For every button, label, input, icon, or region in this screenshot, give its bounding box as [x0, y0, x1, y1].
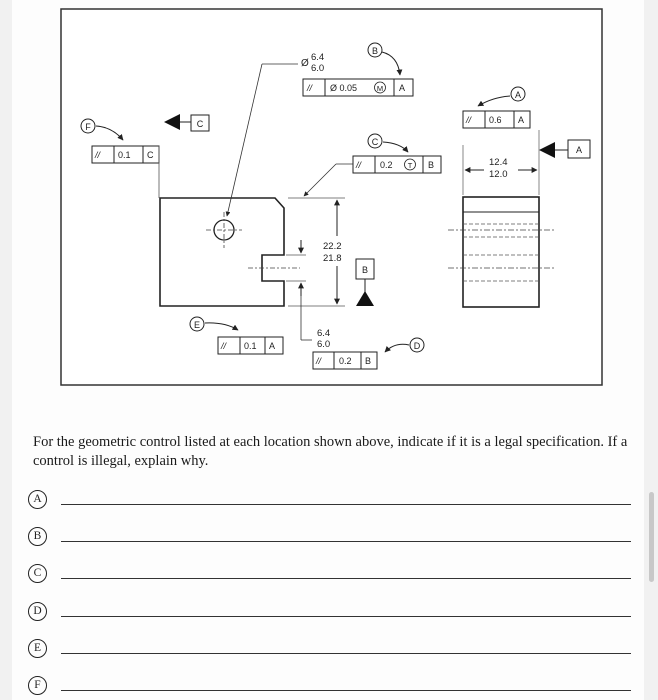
- svg-text:0.2: 0.2: [380, 160, 393, 170]
- svg-text:0.6: 0.6: [489, 115, 502, 125]
- question-text: For the geometric control listed at each location shown above, indicate if it is a legal specification. If a control is illegal, explain why.: [33, 434, 628, 469]
- answer-line-c[interactable]: [61, 578, 631, 579]
- fcf-e: [218, 337, 283, 354]
- svg-text:A: A: [514, 90, 522, 100]
- svg-text:B: B: [361, 265, 369, 275]
- svg-text:B: B: [428, 160, 435, 170]
- svg-text:D: D: [413, 341, 421, 351]
- answer-row-f: [28, 676, 638, 696]
- svg-text:0.1: 0.1: [118, 150, 131, 160]
- answer-label-b: B: [28, 527, 47, 546]
- height-lower: 21.8: [323, 253, 342, 264]
- svg-text://: //: [221, 341, 227, 351]
- answer-label-d: D: [28, 602, 47, 621]
- fcf-d: [313, 352, 377, 369]
- svg-text://: //: [466, 115, 472, 125]
- answer-line-f[interactable]: [61, 690, 631, 691]
- fcf-c: [353, 156, 441, 173]
- svg-text:C: C: [196, 119, 204, 129]
- svg-text:B: B: [371, 46, 379, 56]
- svg-text:T: T: [407, 161, 413, 170]
- answer-row-a: [28, 490, 638, 510]
- answer-row-e: [28, 639, 638, 659]
- answer-line-d[interactable]: [61, 616, 631, 617]
- svg-text://: //: [307, 83, 313, 93]
- svg-text:0.1: 0.1: [244, 341, 257, 351]
- svg-text:C: C: [147, 150, 154, 160]
- svg-text:A: A: [518, 115, 525, 125]
- svg-text:A: A: [269, 341, 276, 351]
- svg-text:A: A: [399, 83, 406, 93]
- answer-label-a: A: [28, 490, 47, 509]
- part-side-view: [463, 197, 539, 307]
- scrollbar[interactable]: [649, 492, 654, 582]
- answer-row-c: [28, 564, 638, 584]
- fcf-b: [303, 79, 413, 96]
- answer-row-b: [28, 527, 638, 547]
- svg-text://: //: [95, 150, 101, 160]
- svg-text:C: C: [371, 137, 379, 147]
- dia-lower: 6.0: [311, 63, 325, 74]
- slot-upper: 6.4: [317, 328, 331, 339]
- svg-text:F: F: [85, 122, 91, 132]
- answer-label-e: E: [28, 639, 47, 658]
- height-upper: 22.2: [323, 241, 342, 252]
- answer-line-a[interactable]: [61, 504, 631, 505]
- answer-label-c: C: [28, 564, 47, 583]
- svg-text:E: E: [193, 320, 201, 330]
- svg-text://: //: [316, 356, 322, 366]
- answer-line-e[interactable]: [61, 653, 631, 654]
- slot-lower: 6.0: [317, 339, 331, 350]
- svg-text:0.2: 0.2: [339, 356, 352, 366]
- svg-text:Ø 0.05: Ø 0.05: [330, 83, 358, 93]
- fcf-a: [463, 111, 530, 128]
- diameter-symbol: Ø: [301, 58, 309, 69]
- dia-upper: 6.4: [311, 52, 325, 63]
- width-upper: 12.4: [489, 157, 508, 168]
- svg-text:A: A: [575, 145, 583, 155]
- answer-row-d: [28, 602, 638, 622]
- svg-text:M: M: [376, 84, 384, 93]
- svg-text://: //: [356, 160, 362, 170]
- answer-label-f: F: [28, 676, 47, 695]
- width-lower: 12.0: [489, 169, 508, 180]
- fcf-f: [92, 146, 159, 163]
- svg-text:B: B: [365, 356, 372, 366]
- answer-line-b[interactable]: [61, 541, 631, 542]
